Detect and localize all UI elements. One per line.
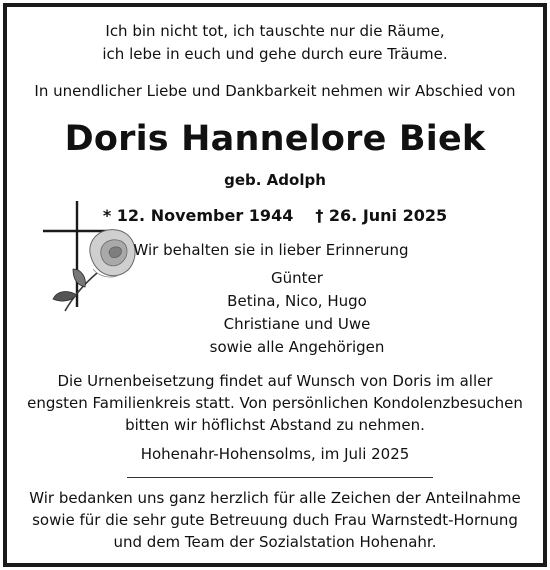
remembrance-text: Wir behalten sie in lieber Erinnerung [133, 241, 409, 259]
survivor-line: Betina, Nico, Hugo [227, 292, 367, 310]
cross-and-rose-ornament [41, 199, 141, 334]
rose-icon [53, 230, 135, 311]
deceased-name: Doris Hannelore Biek [64, 119, 486, 159]
survivor-line: Günter [271, 269, 323, 287]
funeral-note-line: Die Urnenbeisetzung findet auf Wunsch von Doris im aller [57, 372, 493, 390]
maiden-name: geb. Adolph [224, 171, 326, 189]
verse-line-1: Ich bin nicht tot, ich tauschte nur die Räume, [105, 22, 445, 40]
thanks-line: Wir bedanken uns ganz herzlich für alle Zeichen der Anteilnahme [29, 489, 521, 507]
divider-line [127, 477, 433, 478]
birth-date: * 12. November 1944 [102, 206, 294, 225]
thanks-line: sowie für die sehr gute Betreuung duch Frau Warnstedt-Hornung [32, 511, 518, 529]
place-and-date: Hohenahr-Hohensolms, im Juli 2025 [140, 445, 410, 463]
thanks-line: und dem Team der Sozialstation Hohenahr. [113, 533, 437, 551]
obituary-notice [3, 3, 547, 567]
intro-text: In unendlicher Liebe und Dankbarkeit nehmen wir Abschied von [34, 82, 516, 100]
verse-line-2: ich lebe in euch und gehe durch eure Träume. [102, 45, 448, 63]
survivor-line: Christiane und Uwe [223, 315, 371, 333]
funeral-note-line: engsten Familienkreis statt. Von persönlichen Kondolenzbesuchen [27, 394, 523, 412]
death-date: † 26. Juni 2025 [315, 206, 448, 225]
survivor-line: sowie alle Angehörigen [209, 338, 385, 356]
funeral-note-line: bitten wir höflichst Abstand zu nehmen. [125, 416, 425, 434]
